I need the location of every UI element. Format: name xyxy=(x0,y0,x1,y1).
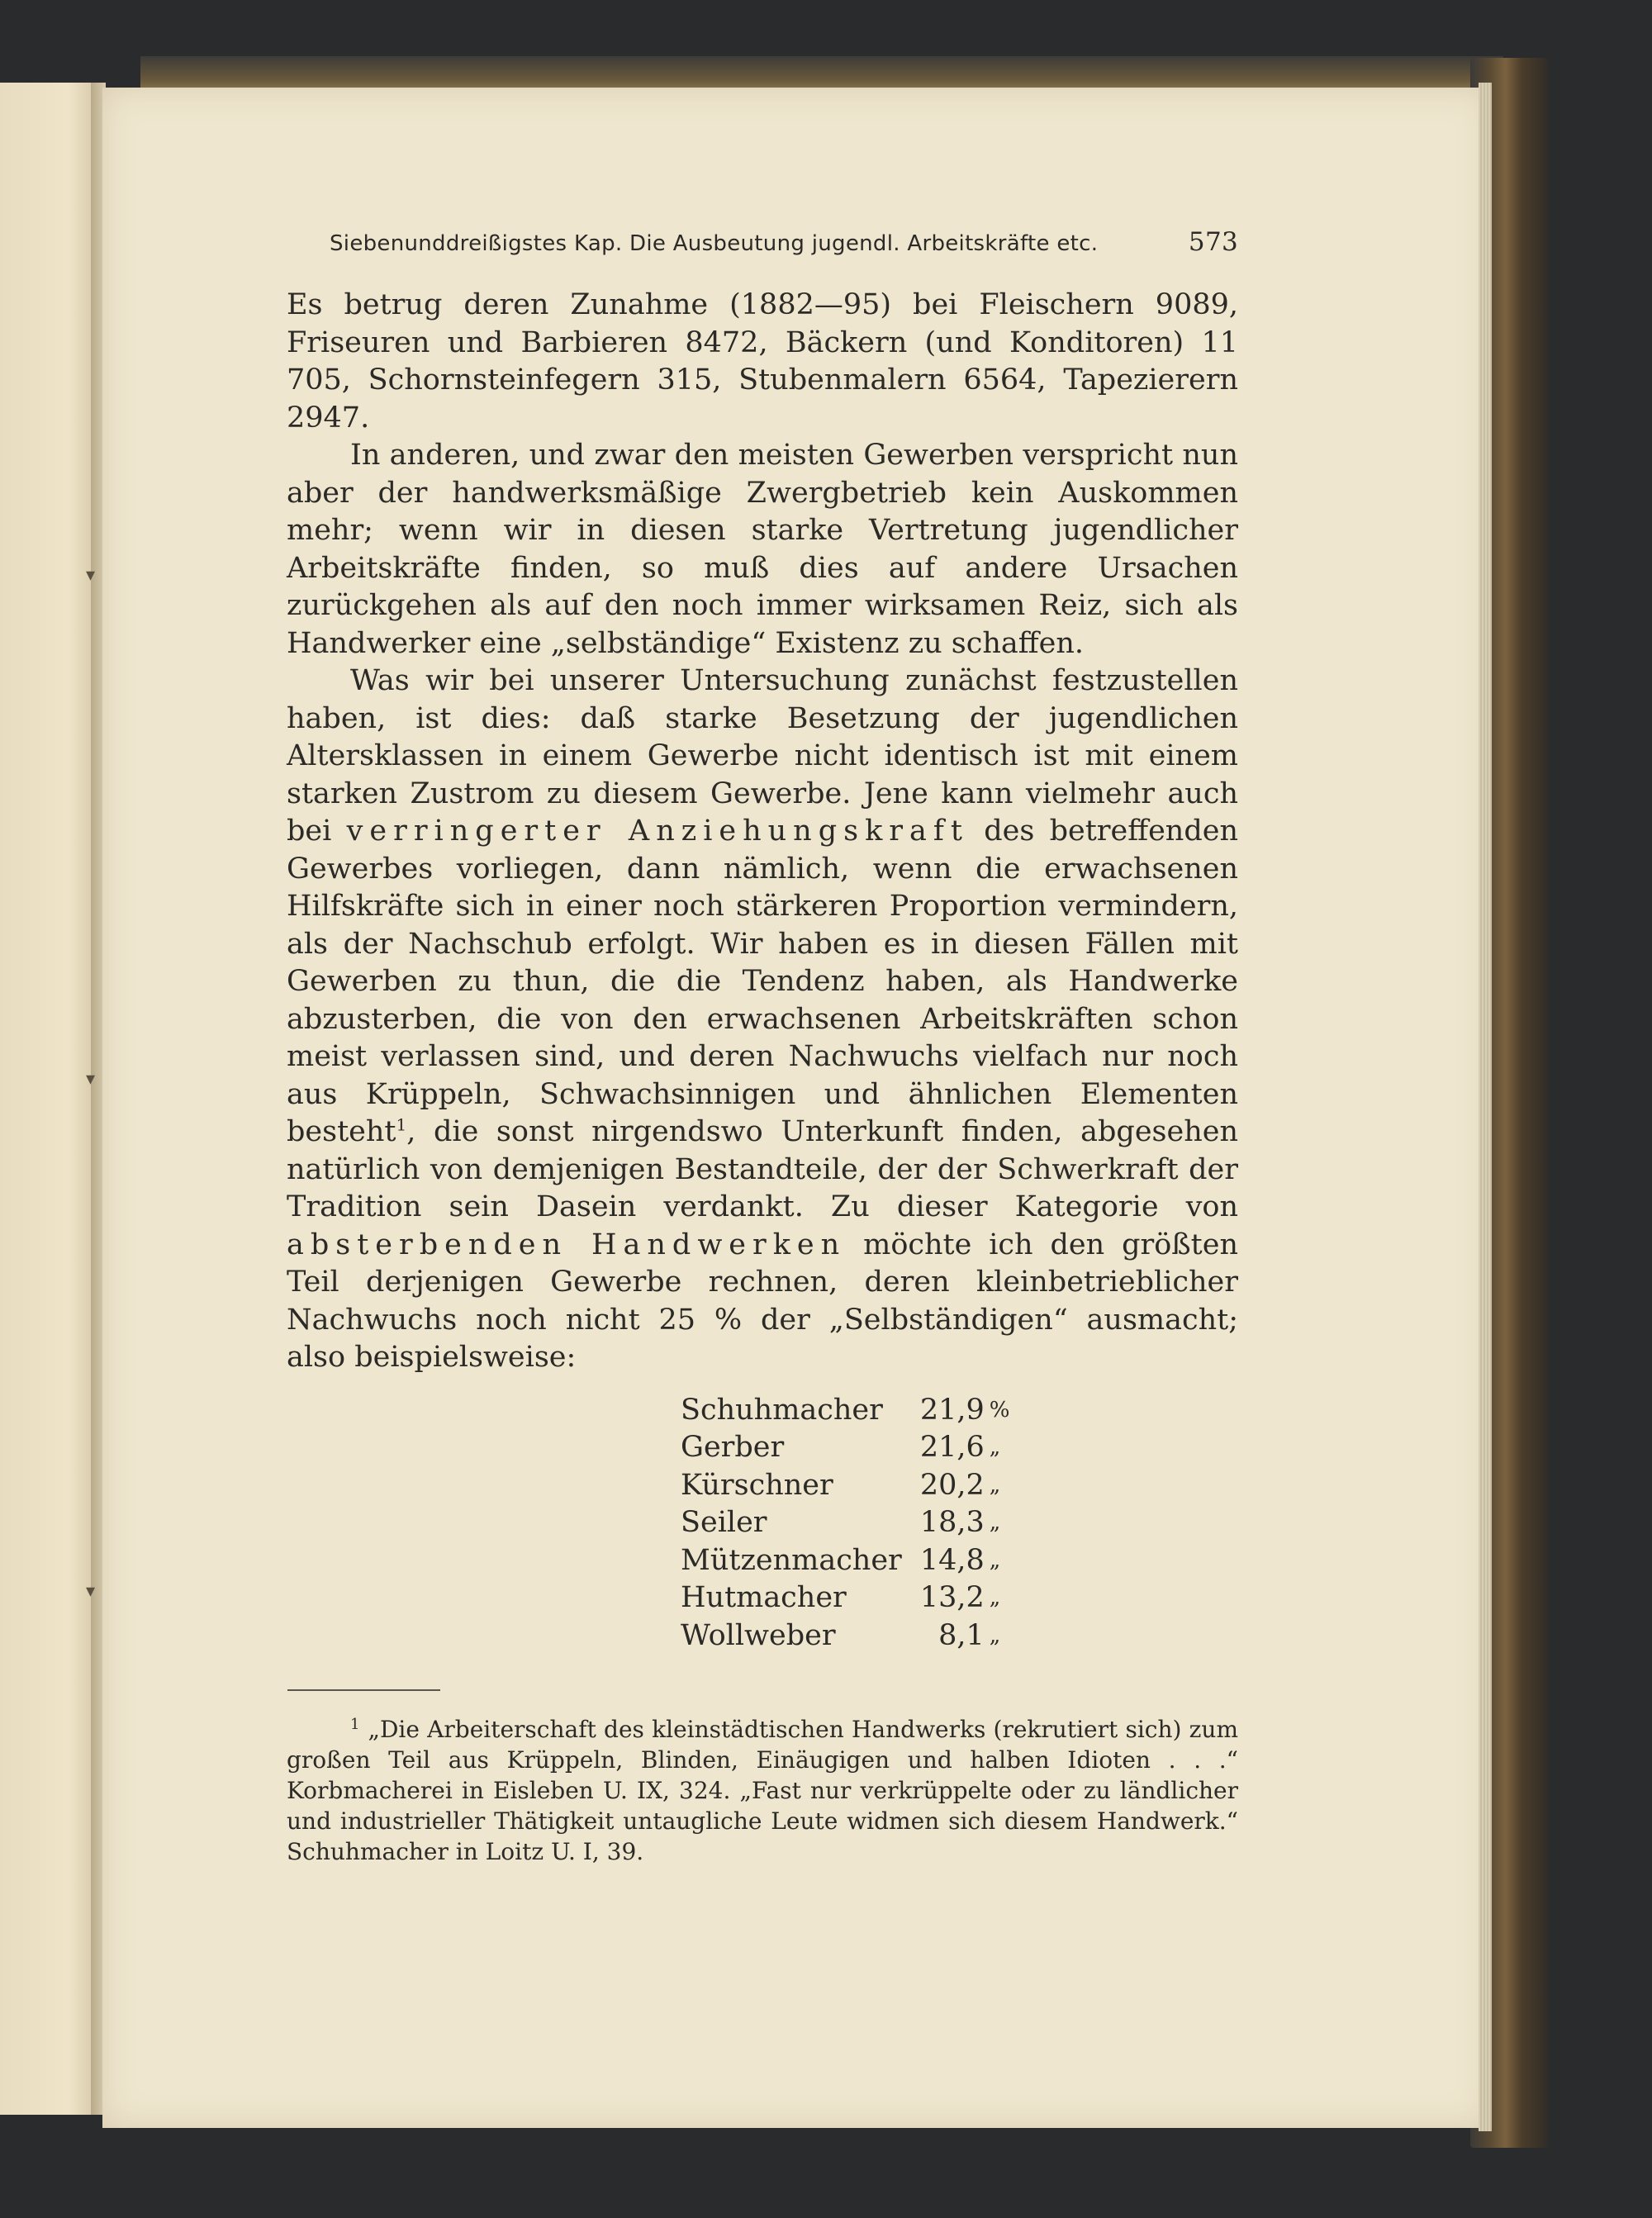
trade-name: Kürschner xyxy=(681,1468,833,1502)
trade-unit: „ xyxy=(989,1622,1001,1648)
trade-unit: „ xyxy=(989,1585,1001,1610)
paragraph-3 xyxy=(287,663,1238,1377)
table-row xyxy=(681,1504,1039,1542)
trade-value: 18,3 xyxy=(919,1506,985,1539)
footnote-mark: 1 xyxy=(350,1715,360,1733)
left-page-edge xyxy=(0,83,97,2115)
trade-name: Gerber xyxy=(681,1431,785,1464)
trade-unit: „ xyxy=(989,1435,1001,1460)
table-row xyxy=(681,1542,1039,1580)
page-edges xyxy=(1479,83,1492,2131)
binding-thread-mark: ▾ xyxy=(86,565,96,586)
table-row xyxy=(681,1429,1039,1467)
trade-value: 8,1 xyxy=(938,1618,985,1652)
page-number: 573 xyxy=(1188,227,1238,257)
trade-value: 20,2 xyxy=(919,1468,985,1502)
table-row xyxy=(681,1579,1039,1617)
trade-name: Wollweber xyxy=(681,1618,836,1652)
trade-percentage-table xyxy=(681,1392,1039,1655)
footnote-rule xyxy=(287,1689,440,1691)
paragraph-3-part-d: möchte ich den größten Teil derjenigen Gewerbe rechnen, deren kleinbetrieblicher Nachwuchs noch nicht 25 % der „Selbständigen“ ausmacht; also beispielsweise: xyxy=(287,1228,1238,1374)
body-text xyxy=(287,287,1238,1377)
footnote-text: „Die Arbeiterschaft des kleinstädtischen Handwerks (rekrutiert sich) zum großen Teil aus Krüppeln, Blinden, Einäugigen und halben Idioten . . .“ Korbmacherei in Eisleben U. IX, 324. „Fast nur verkrüppelte oder zu ländlicher und industrieller Thätigkeit untaugliche Leute widmen sich diesem Handwerk.“ Schuhmacher in Loitz U. I, 39. xyxy=(287,1716,1238,1865)
running-title: Siebenunddreißigstes Kap. Die Ausbeutung jugendl. Arbeitskräfte etc. xyxy=(330,231,1099,256)
binding-thread-mark: ▾ xyxy=(86,1069,96,1090)
binding-thread-mark: ▾ xyxy=(86,1581,96,1602)
paragraph-3-part-c: , die sonst nirgendswo Unterkunft finden, abgesehen natürlich von demjenigen Bestandteile, der der Schwerkraft der Tradition sein Dasein verdankt. Zu dieser Kategorie von xyxy=(287,1115,1238,1223)
trade-name: Schuhmacher xyxy=(681,1393,883,1427)
paragraph-1: Es betrug deren Zunahme (1882—95) bei Fleischern 9089, Friseuren und Barbieren 8472, Bäckern (und Konditoren) 11 705, Schornsteinfegern 315, Stubenmalern 6564, Tapezierern 2947. xyxy=(287,288,1238,435)
trade-value: 21,6 xyxy=(919,1431,985,1464)
table-row xyxy=(681,1617,1039,1655)
page-content xyxy=(185,227,1238,1867)
trade-value: 14,8 xyxy=(919,1543,985,1577)
trade-value: 21,9 xyxy=(919,1393,985,1427)
paragraph-3-part-b: des betreffenden Gewerbes vorliegen, dann nämlich, wenn die erwachsenen Hilfskräfte sich in einer noch stärkeren Proportion vermindern, als der Nachschub erfolgt. Wir haben es in diesen Fällen mit Gewerben zu thun, die die Tendenz haben, als Handwerke abzusterben, die von den erwachsenen Arbeitskräften schon meist verlassen sind, und deren Nachwuchs vielfach nur noch aus Krüppeln, Schwachsinnigen und ähnlichen Elementen besteht xyxy=(287,815,1238,1148)
emphasis-spaced-1: verringerter Anziehungskraft xyxy=(346,815,969,848)
trade-unit: „ xyxy=(989,1547,1001,1573)
trade-unit: „ xyxy=(989,1472,1001,1498)
trade-unit: % xyxy=(989,1397,1010,1422)
trade-name: Mützenmacher xyxy=(681,1543,902,1577)
trade-name: Seiler xyxy=(681,1506,767,1539)
paragraph-3-part-a: Was wir bei unserer Untersuchung zunächst festzustellen haben, ist dies: daß starke Besetzung der jugendlichen Altersklassen in einem Gewerbe nicht identisch ist mit einem starken Zustrom zu diesem Gewerbe. Jene kann vielmehr auch bei xyxy=(287,664,1238,848)
footnote xyxy=(287,1714,1238,1867)
footnote-reference: 1 xyxy=(396,1114,407,1135)
running-head xyxy=(330,227,1238,257)
table-row xyxy=(681,1392,1039,1430)
paragraph-2: In anderen, und zwar den meisten Gewerben verspricht nun aber der handwerksmäßige Zwergbetrieb kein Auskommen mehr; wenn wir in diesen starke Vertretung jugendlicher Arbeitskräfte finden, so muß dies auf andere Ursachen zurückgehen als auf den noch immer wirksamen Reiz, sich als Handwerker eine „selbständige“ Existenz zu schaffen. xyxy=(287,439,1238,660)
table-row xyxy=(681,1467,1039,1505)
emphasis-spaced-2: absterbenden Handwerken xyxy=(287,1228,847,1261)
trade-value: 13,2 xyxy=(919,1581,985,1614)
trade-unit: „ xyxy=(989,1510,1001,1535)
trade-name: Hutmacher xyxy=(681,1581,847,1614)
